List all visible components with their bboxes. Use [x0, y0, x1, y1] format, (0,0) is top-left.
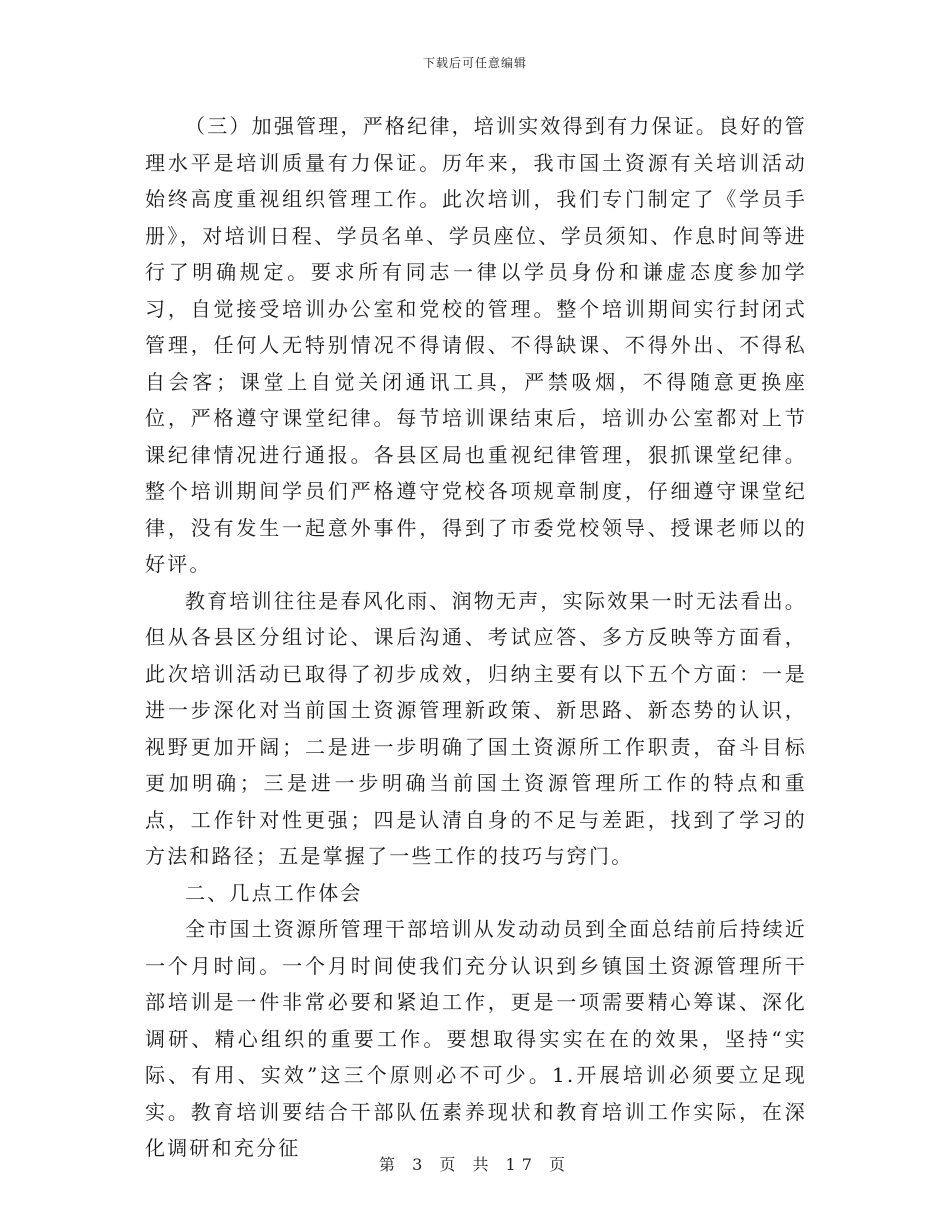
page-header-note: 下载后可任意编辑 — [422, 56, 527, 70]
document-body — [145, 108, 807, 1167]
paragraph-management-discipline: （三）加强管理，严格纪律，培训实效得到有力保证。良好的管理水平是培训质量有力保证。历年来，我市国土资源有关培训活动始终高度重视组织管理工作。此次培训，我们专门制定了《学员手册》，对培训日程、学员名单、学员座位、学员须知、作息时间等进行了明确规定。要求所有同志一律以学员身份和谦虚态度参加学习，自觉接受培训办公室和党校的管理。整个培训期间实行封闭式管理，任何人无特别情况不得请假、不得缺课、不得外出、不得私自会客；课堂上自觉关闭通讯工具，严禁吸烟，不得随意更换座位，严格遵守课堂纪律。每节培训课结束后，培训办公室都对上节课纪律情况进行通报。各县区局也重视纪律管理，狠抓课堂纪律。整个培训期间学员们严格遵守党校各项规章制度，仔细遵守课堂纪律，没有发生一起意外事件，得到了市委党校领导、授课老师以的好评。 — [145, 114, 807, 576]
page-number-footer: 第 3 页 共 17 页 — [379, 1155, 571, 1174]
paragraph-work-experience: 全市国土资源所管理干部培训从发动动员到全面总结前后持续近一个月时间。一个月时间使我们充分认识到乡镇国土资源管理所干部培训是一件非常必要和紧迫工作，更是一项需要精心筹谋、深化调研、精心组织的重要工作。要想取得实实在在的效果，坚持“实际、有用、实效”这三个原则必不可少。1.开展培训必须要立足现实。教育培训要结合干部队伍素养现状和教育培训工作实际，在深化调研和充分征 — [145, 917, 807, 1160]
section-heading: 二、几点工作体会 — [185, 880, 363, 905]
paragraph-training-results: 教育培训往往是春风化雨、润物无声，实际效果一时无法看出。但从各县区分组讨论、课后沟通、考试应答、多方反映等方面看，此次培训活动已取得了初步成效，归纳主要有以下五个方面：一是进一步深化对当前国土资源管理新政策、新思路、新态势的认识，视野更加开阔；二是进一步明确了国土资源所工作职责，奋斗目标更加明确；三是进一步明确当前国土资源管理所工作的特点和重点，工作针对性更强；四是认清自身的不足与差距，找到了学习的方法和路径；五是掌握了一些工作的技巧与窍门。 — [145, 588, 807, 868]
